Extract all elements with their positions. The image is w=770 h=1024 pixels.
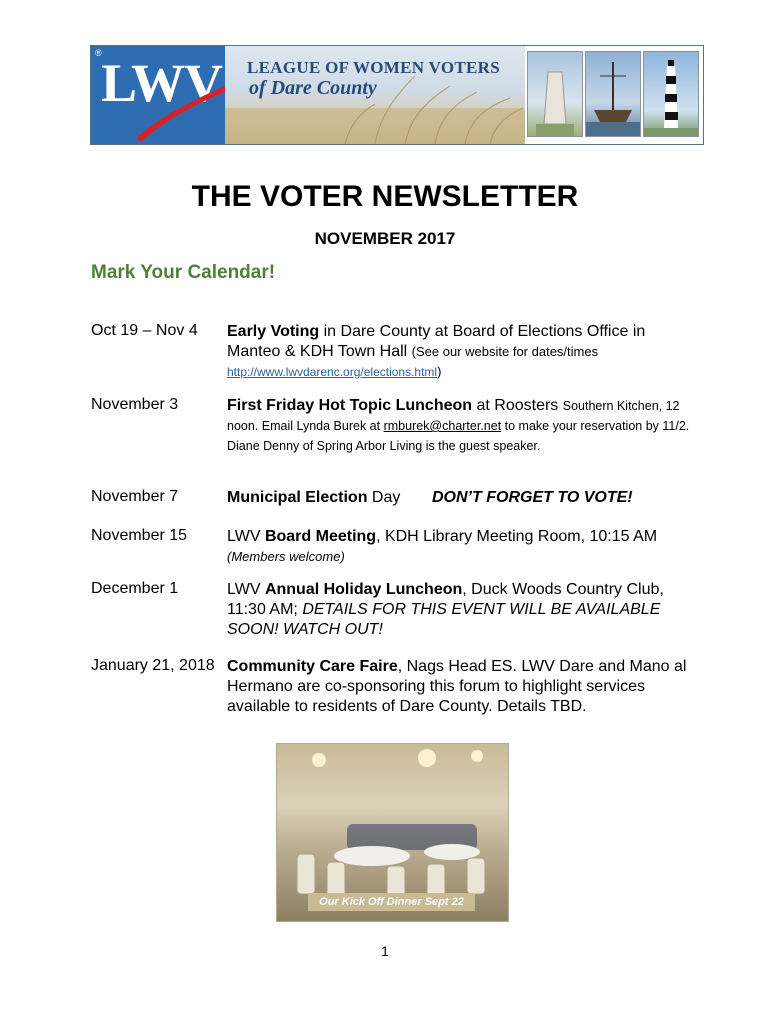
event-description: Municipal Election Day DON’T FORGET TO VOTE! xyxy=(227,489,633,506)
newsletter-title: THE VOTER NEWSLETTER xyxy=(191,180,579,213)
event-date: Oct 19 – Nov 4 xyxy=(91,322,198,339)
event-name: First Friday Hot Topic Luncheon xyxy=(227,397,473,414)
event-date: November 3 xyxy=(91,396,179,413)
lwv-logo xyxy=(91,46,225,144)
lwv-logo-text: LWV xyxy=(101,53,223,113)
event-date: November 15 xyxy=(91,527,188,544)
vote-reminder: DON’T FORGET TO VOTE! xyxy=(432,489,633,506)
red-swoosh-icon xyxy=(91,46,225,144)
event-date: December 1 xyxy=(91,580,179,597)
event-name: Board Meeting xyxy=(264,528,377,545)
event-note: DETAILS FOR THIS EVENT WILL BE AVAILABLE SOON! WATCH OUT! xyxy=(227,601,661,638)
lighthouse-photo xyxy=(643,51,699,137)
event-name: Community Care Faire xyxy=(227,658,398,675)
event-name: Early Voting xyxy=(227,323,320,340)
event-date: January 21, 2018 xyxy=(91,657,215,674)
page-number: 1 xyxy=(381,943,389,959)
members-note: Members welcome xyxy=(231,549,341,564)
ship-photo xyxy=(585,51,641,137)
registered-mark: ® xyxy=(95,48,102,58)
photo-caption: Our Kick Off Dinner Sept 22 xyxy=(308,893,475,911)
event-date: November 7 xyxy=(91,488,179,505)
email-link[interactable]: rmburek@charter.net xyxy=(383,419,502,433)
elections-link[interactable]: http://www.lwvdarenc.org/elections.html xyxy=(227,365,438,379)
section-heading: Mark Your Calendar! xyxy=(91,262,276,283)
issue-date: NOVEMBER 2017 xyxy=(314,229,456,248)
event-name: Annual Holiday Luncheon xyxy=(264,581,463,598)
event-name: Municipal Election xyxy=(227,489,368,506)
header-banner xyxy=(90,45,704,145)
event-description: LWV Annual Holiday Luncheon, Duck Woods Country Club, 11:30 AM; DETAILS FOR THIS EVENT WILL BE AVAILABLE SOON! WATCH OUT! xyxy=(227,581,664,638)
event-description: LWV Board Meeting, KDH Library Meeting Room, 10:15 AM (Members welcome) xyxy=(227,528,658,564)
county-name: of Dare County xyxy=(249,77,377,99)
league-name: LEAGUE OF WOMEN VOTERS xyxy=(247,58,500,77)
event-description: First Friday Hot Topic Luncheon at Roosters Southern Kitchen, 12 noon. Email Lynda Burek at rmburek@charter.net to make your reservation by 11/2. Diane Denny of Spring Arbor Living is the guest speaker. xyxy=(227,397,690,453)
event-description: Community Care Faire, Nags Head ES. LWV Dare and Mano al Hermano are co-sponsoring this forum to highlight services available to residents of Dare County. Details TBD. xyxy=(227,658,687,715)
banner-title-area xyxy=(225,46,525,144)
wright-memorial-photo xyxy=(527,51,583,137)
event-description: Early Voting in Dare County at Board of Elections Office in Manteo & KDH Town Hall (See our website for dates/times http://www.lwvdarenc.org/elections.html) xyxy=(227,323,646,379)
